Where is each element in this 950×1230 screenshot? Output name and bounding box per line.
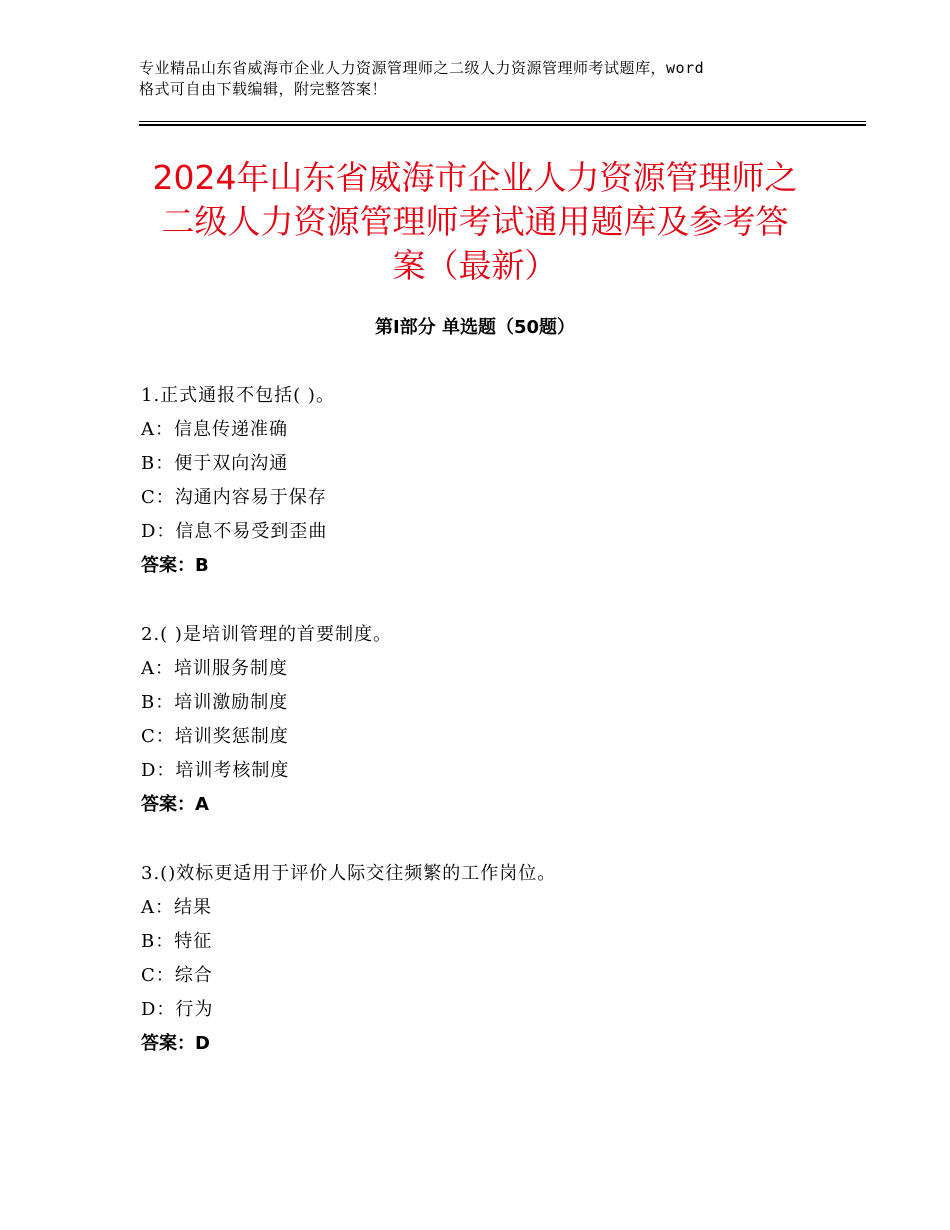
question-2 — [141, 618, 841, 822]
option-a: A：培训服务制度 — [141, 658, 288, 679]
option-b: B：培训激励制度 — [141, 692, 289, 713]
question-stem: 2.( )是培训管理的首要制度。 — [141, 624, 392, 645]
header-note-line-1: 专业精品山东省威海市企业人力资源管理师之二级人力资源管理师考试题库，word — [139, 59, 705, 77]
header-note-line-2: 格式可自由下载编辑，附完整答案！ — [139, 80, 388, 98]
answer: 答案：A — [141, 794, 209, 815]
header-divider-thick — [139, 124, 866, 126]
question-1 — [141, 379, 841, 583]
option-d: D：信息不易受到歪曲 — [141, 521, 328, 542]
header-note — [139, 58, 839, 100]
question-3 — [141, 857, 841, 1061]
option-d: D：培训考核制度 — [141, 760, 290, 781]
answer: 答案：B — [141, 555, 209, 576]
document-title-line-1: 2024年山东省威海市企业人力资源管理师之 — [152, 158, 798, 197]
option-d: D：行为 — [141, 999, 214, 1020]
answer: 答案：D — [141, 1033, 210, 1054]
section-title: 第Ⅰ部分 单选题（50题） — [374, 317, 575, 338]
question-stem: 1.正式通报不包括( )。 — [141, 385, 335, 406]
option-a: A：结果 — [141, 897, 212, 918]
option-a: A：信息传递准确 — [141, 419, 288, 440]
document-title-line-3: 案（最新） — [392, 246, 558, 285]
question-stem: 3.()效标更适用于评价人际交往频繁的工作岗位。 — [141, 863, 557, 884]
option-c: C：培训奖惩制度 — [141, 726, 289, 747]
document-title — [120, 156, 830, 288]
option-b: B：便于双向沟通 — [141, 453, 289, 474]
option-c: C：沟通内容易于保存 — [141, 487, 327, 508]
document-title-line-2: 二级人力资源管理师考试通用题库及参考答 — [161, 202, 789, 241]
option-c: C：综合 — [141, 965, 213, 986]
option-b: B：特征 — [141, 931, 213, 952]
header-divider-thin — [139, 121, 866, 122]
